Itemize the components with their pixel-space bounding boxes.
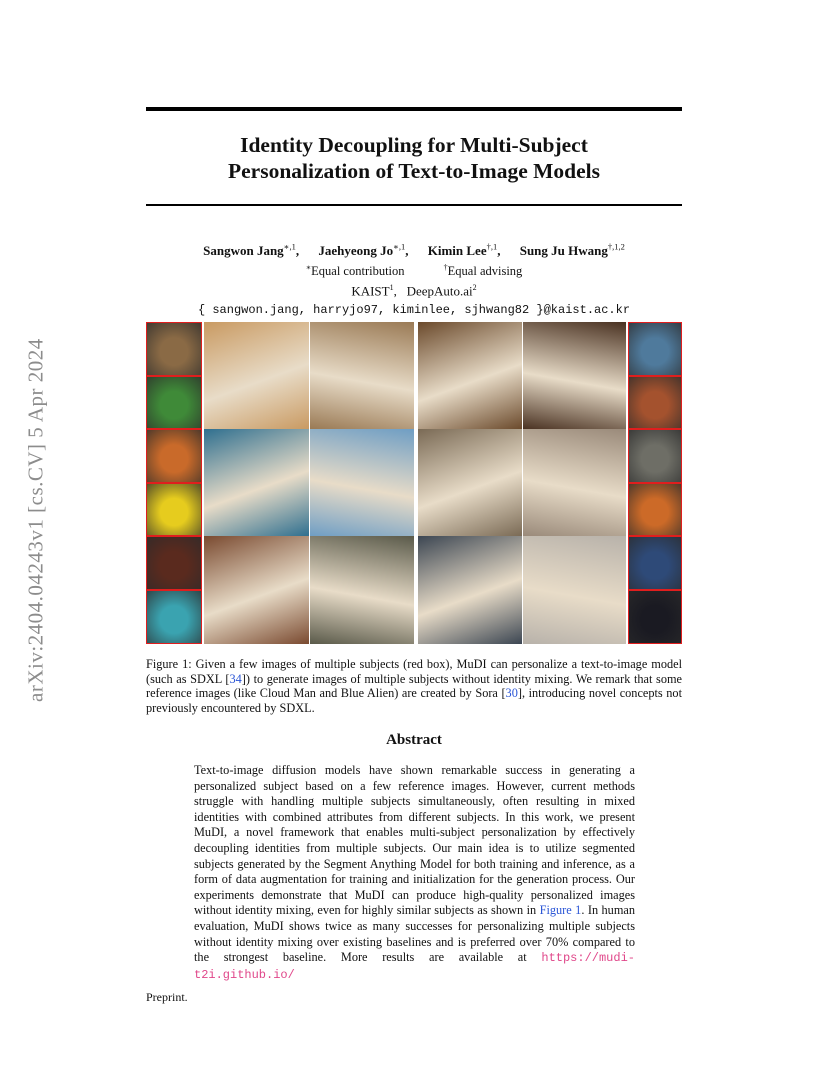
generated-image — [310, 322, 415, 429]
author: Jaehyeong $Jo^{∗,1}$, — [318, 242, 409, 259]
reference-image — [628, 376, 682, 430]
figure-1-caption: Figure 1: Given a few images of multiple subjects (red box), MuDI can personalize a text-to-image model (such as SDXL [34]) to generate images of multiple subjects without identity mixing. We remark that some reference images (like Cloud Man and Blue Alien) are created by Sora [30], introducing novel concepts not previously encountered by SDXL. — [146, 657, 682, 715]
citation-link[interactable]: 30 — [505, 686, 518, 700]
author-emails: { sangwon.jang, harryjo97, kiminlee, sjhwang82 }@kaist.ac.kr — [197, 303, 631, 317]
reference-image — [146, 483, 202, 537]
generated-image — [204, 536, 309, 644]
citation-link[interactable]: 34 — [229, 671, 242, 686]
top-rule — [146, 107, 682, 111]
equal-advising-note: †Equal advising — [443, 263, 523, 279]
generated-image — [523, 429, 627, 536]
generated-image — [310, 429, 415, 536]
generated-image — [310, 536, 415, 644]
arxiv-stamp: arXiv:2404.04243v1 [cs.CV] 5 Apr 2024 — [23, 338, 48, 702]
reference-image — [628, 429, 682, 483]
generated-images — [204, 536, 414, 644]
generated-image — [418, 536, 522, 644]
generated-image — [523, 536, 627, 644]
paper-title — [146, 132, 682, 184]
generated-image — [523, 322, 627, 429]
generated-images — [418, 322, 626, 429]
generated-images — [204, 322, 414, 429]
reference-images-right — [628, 322, 682, 429]
reference-images-right — [628, 429, 682, 536]
generated-images — [418, 536, 626, 644]
generated-images — [204, 429, 414, 536]
affiliations: KAIST$^1$, $DeepAuto.ai^2$ — [351, 283, 477, 299]
author-list — [146, 242, 682, 259]
reference-images-left — [146, 322, 202, 429]
abstract-body: Text-to-image diffusion models have shown remarkable success in generating a personalized subject based on a few reference images. However, current methods struggle with handling multiple subjects simultaneously, often resulting in mixed identities with combined attributes from different subjects. In this work, we present MuDI, a novel framework that enables multi-subject personalization by effectively decoupling identities from multiple subjects. Our main idea is to utilize segmented subjects generated by the Segment Anything Model for both training and inference, as a form of data augmentation for training and initialization for the generation process. Our experiments demonstrate that MuDI can produce high-quality personalized images without identity mixing, even for highly similar subjects as shown in Figure 1. In human evaluation, MuDI shows twice as many successes for personalizing multiple subjects without identity mixing over existing baselines and is preferred over 70% compared to the strongest baseline. More results are available at https://mudi-t2i.github.io/ — [194, 763, 636, 982]
equal-contribution-note: ∗Equal contribution — [305, 263, 405, 279]
reference-image — [146, 536, 202, 590]
title-line-2: Personalization of Text-to-Image Models — [227, 159, 601, 183]
reference-images-left — [146, 536, 202, 644]
reference-image — [628, 536, 682, 590]
abstract-heading: Abstract — [386, 732, 442, 748]
reference-image — [628, 590, 682, 644]
reference-images-left — [146, 429, 202, 536]
title-line-1: Identity Decoupling for Multi-Subject — [240, 133, 588, 157]
author: Sangwon Jang$^{∗,1}$, — [203, 242, 300, 259]
generated-image — [418, 322, 522, 429]
reference-image — [146, 322, 202, 376]
generated-image — [204, 429, 309, 536]
reference-image — [146, 429, 202, 483]
generated-images — [418, 429, 626, 536]
reference-image — [628, 483, 682, 537]
author: Kimin Lee$^{\dagger,1}$, — [427, 242, 501, 259]
reference-image — [146, 376, 202, 430]
figure-1-link[interactable]: Figure 1 — [539, 903, 582, 918]
reference-images-right — [628, 536, 682, 644]
title-rule — [146, 204, 682, 206]
figure-1-image-grid — [146, 322, 682, 644]
reference-image — [146, 590, 202, 644]
reference-image — [628, 322, 682, 376]
project-url-link[interactable]: https://mudi-t2i.github.io/ — [194, 951, 635, 982]
preprint-footer: Preprint. — [146, 990, 188, 1004]
author-notes — [146, 263, 682, 279]
author: Sung Ju Hwang$^{\dagger,1,2}$ — [519, 242, 625, 259]
generated-image — [418, 429, 522, 536]
generated-image — [204, 322, 309, 429]
